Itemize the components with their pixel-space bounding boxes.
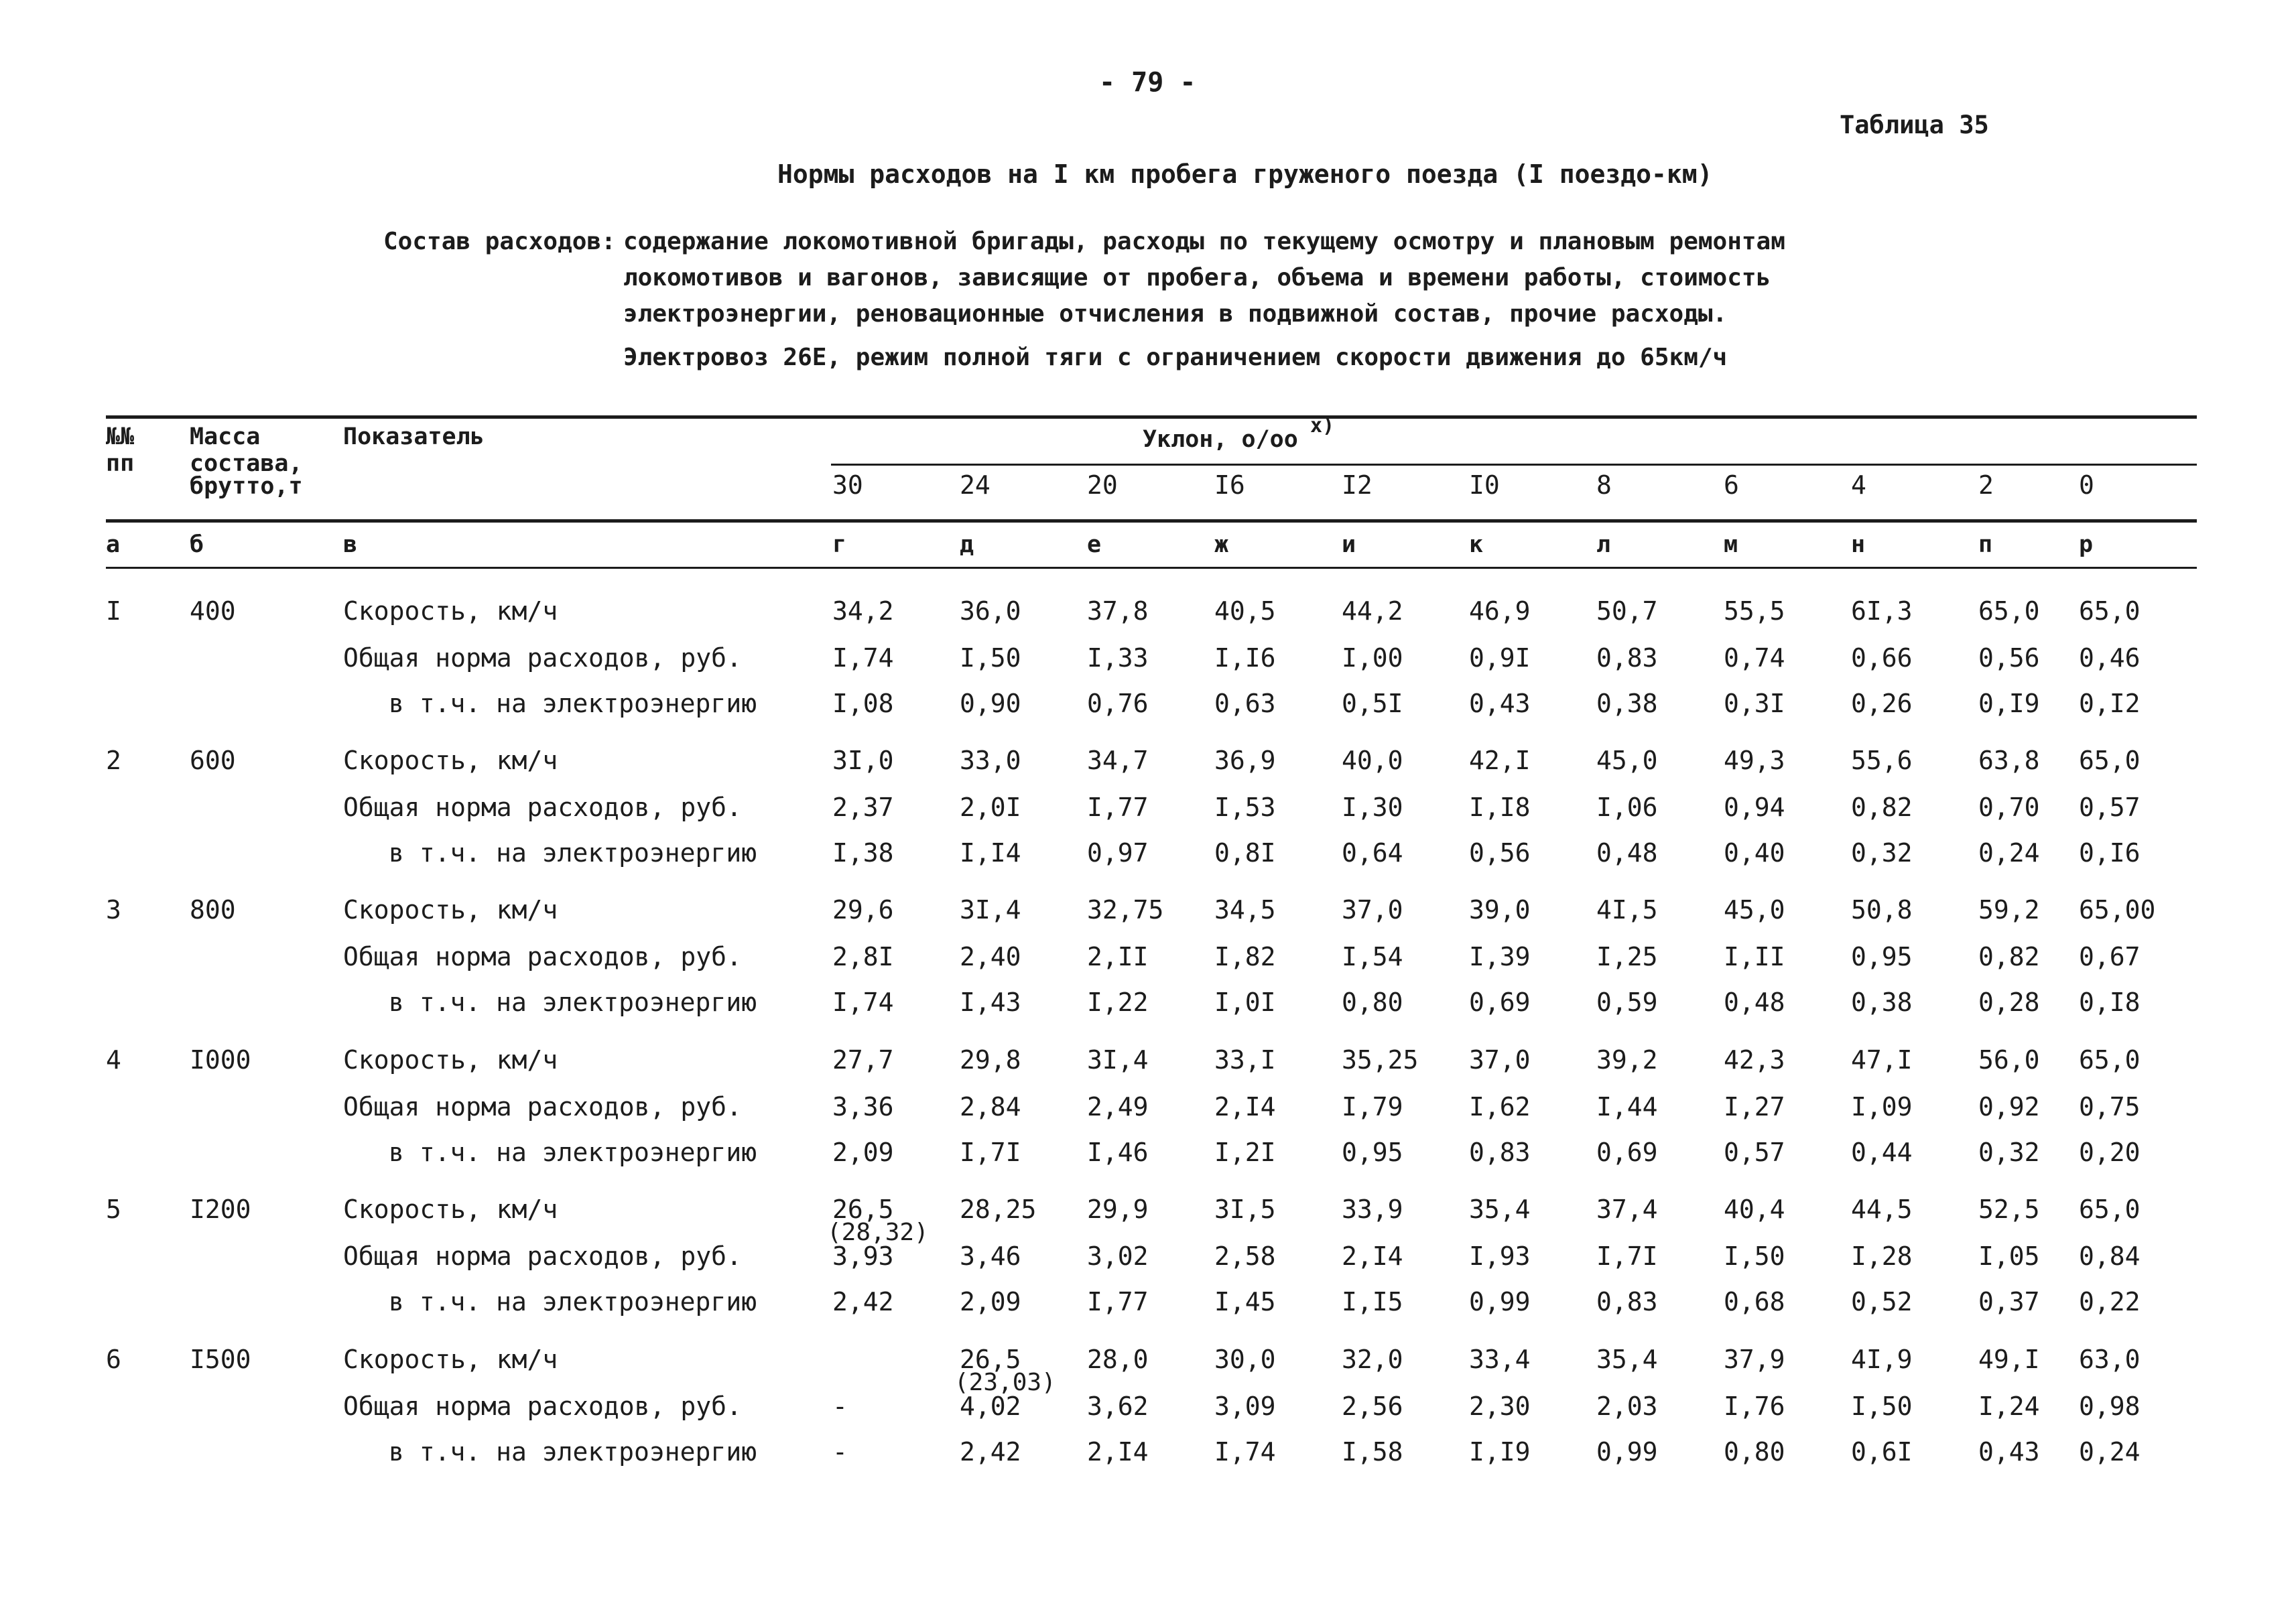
value-cell: 3I,4	[1087, 1045, 1149, 1075]
value-cell: 0,83	[1596, 643, 1658, 673]
column-letter: н	[1851, 531, 1866, 558]
value-cell: 36,9	[1214, 746, 1276, 775]
column-letter: а	[106, 531, 121, 558]
value-cell: 37,8	[1087, 596, 1149, 626]
slope-value: 30	[832, 470, 863, 500]
value-cell: 4I,5	[1596, 895, 1658, 925]
value-cell: 0,24	[2079, 1437, 2141, 1467]
cost-composition-label: Состав расходов:	[383, 228, 616, 255]
row-label: в т.ч. на электроэнергию	[389, 1138, 757, 1167]
value-cell: I,00	[1342, 643, 1403, 673]
value-cell: 0,22	[2079, 1287, 2141, 1316]
value-cell: 2,58	[1214, 1241, 1276, 1271]
value-cell: 0,38	[1851, 988, 1913, 1017]
group-mass: I200	[190, 1195, 251, 1224]
slope-value: 0	[2079, 470, 2094, 500]
value-cell: 0,92	[1978, 1092, 2040, 1122]
value-cell: I,79	[1342, 1092, 1403, 1122]
group-number: 3	[106, 895, 121, 925]
row-label: Скорость, км/ч	[343, 1195, 558, 1224]
value-cell: I,62	[1469, 1092, 1531, 1122]
row-label: Общая норма расходов, руб.	[343, 1392, 742, 1421]
value-cell: I,I5	[1342, 1287, 1403, 1316]
value-cell: 26,5	[960, 1345, 1021, 1374]
value-cell: 2,09	[960, 1287, 1021, 1316]
header-mass-line: Масса	[190, 423, 261, 450]
value-cell: 0,67	[2079, 942, 2141, 971]
value-cell: 0,32	[1851, 838, 1913, 868]
table-label: Таблица 35	[1840, 111, 1989, 139]
value-cell: 0,57	[2079, 793, 2141, 822]
value-cell: 50,8	[1851, 895, 1913, 925]
value-cell: 45,0	[1596, 746, 1658, 775]
value-cell: 55,6	[1851, 746, 1913, 775]
value-cell: 0,6I	[1851, 1437, 1913, 1467]
value-cell: I,06	[1596, 793, 1658, 822]
value-cell: 3I,4	[960, 895, 1021, 925]
value-cell: 2,8I	[832, 942, 894, 971]
value-cell: 0,70	[1978, 793, 2040, 822]
value-cell: I,05	[1978, 1241, 2040, 1271]
value-cell: 46,9	[1469, 596, 1531, 626]
row-label: в т.ч. на электроэнергию	[389, 838, 757, 868]
value-cell: 37,4	[1596, 1195, 1658, 1224]
column-letter: п	[1978, 531, 1993, 558]
value-cell: 56,0	[1978, 1045, 2040, 1075]
value-cell: 29,8	[960, 1045, 1021, 1075]
value-cell: I,39	[1469, 942, 1531, 971]
value-cell: 0,69	[1596, 1138, 1658, 1167]
value-cell: 37,9	[1724, 1345, 1785, 1374]
header-num-pp: пп	[106, 450, 135, 477]
value-cell: I,82	[1214, 942, 1276, 971]
value-cell: 0,97	[1087, 838, 1149, 868]
value-cell: I,46	[1087, 1138, 1149, 1167]
value-cell: 29,9	[1087, 1195, 1149, 1224]
value-cell: 42,I	[1469, 746, 1531, 775]
value-cell: 0,52	[1851, 1287, 1913, 1316]
value-cell: I,50	[1724, 1241, 1785, 1271]
row-label: в т.ч. на электроэнергию	[389, 988, 757, 1017]
value-cell: 65,0	[2079, 1045, 2141, 1075]
cost-composition-line: электроэнергии, реновационные отчисления в подвижной состав, прочие расходы.	[623, 300, 1728, 328]
value-cell: 26,5	[832, 1195, 894, 1224]
value-cell: 63,0	[2079, 1345, 2141, 1374]
value-cell: I,44	[1596, 1092, 1658, 1122]
value-cell: 36,0	[960, 596, 1021, 626]
row-label: в т.ч. на электроэнергию	[389, 689, 757, 718]
value-cell: 0,64	[1342, 838, 1403, 868]
value-cell: 0,44	[1851, 1138, 1913, 1167]
header-indicator: Показатель	[343, 423, 485, 450]
value-cell: 0,24	[1978, 838, 2040, 868]
value-cell: 0,37	[1978, 1287, 2040, 1316]
row-label: Общая норма расходов, руб.	[343, 643, 742, 673]
column-letter: д	[960, 531, 974, 558]
value-cell: 2,09	[832, 1138, 894, 1167]
value-cell: 0,I9	[1978, 689, 2040, 718]
value-cell: 0,69	[1469, 988, 1531, 1017]
value-cell: 52,5	[1978, 1195, 2040, 1224]
row-label: Скорость, км/ч	[343, 746, 558, 775]
value-cell: 2,84	[960, 1092, 1021, 1122]
group-mass: 800	[190, 895, 236, 925]
value-cell: 0,I8	[2079, 988, 2141, 1017]
row-label: Общая норма расходов, руб.	[343, 793, 742, 822]
group-mass: I000	[190, 1045, 251, 1075]
value-cell: I,27	[1724, 1092, 1785, 1122]
value-note: (28,32)	[827, 1219, 929, 1246]
value-cell: I,77	[1087, 793, 1149, 822]
header-mass-line: состава,	[190, 450, 303, 477]
value-cell: 0,20	[2079, 1138, 2141, 1167]
group-number: 6	[106, 1345, 121, 1374]
value-cell: 65,0	[1978, 596, 2040, 626]
value-cell: 3I,0	[832, 746, 894, 775]
row-label: Скорость, км/ч	[343, 895, 558, 925]
value-cell: I,0I	[1214, 988, 1276, 1017]
value-cell: 0,83	[1469, 1138, 1531, 1167]
column-letter: р	[2079, 531, 2094, 558]
value-cell: 2,42	[960, 1437, 1021, 1467]
group-number: 5	[106, 1195, 121, 1224]
value-cell: I,2I	[1214, 1138, 1276, 1167]
value-cell: I,I9	[1469, 1437, 1531, 1467]
value-cell: 2,0I	[960, 793, 1021, 822]
value-cell: I,54	[1342, 942, 1403, 971]
slope-value: 8	[1596, 470, 1612, 500]
value-cell: I,50	[1851, 1392, 1913, 1421]
value-cell: I,I4	[960, 838, 1021, 868]
value-cell: 2,I4	[1087, 1437, 1149, 1467]
value-cell: 0,95	[1342, 1138, 1403, 1167]
column-letter: к	[1469, 531, 1484, 558]
value-cell: 0,8I	[1214, 838, 1276, 868]
value-cell: 0,74	[1724, 643, 1785, 673]
value-cell: 2,40	[960, 942, 1021, 971]
value-cell: 0,68	[1724, 1287, 1785, 1316]
slope-value: I6	[1214, 470, 1245, 500]
column-letter: е	[1087, 531, 1102, 558]
group-mass: I500	[190, 1345, 251, 1374]
value-cell: 50,7	[1596, 596, 1658, 626]
value-cell: I,08	[832, 689, 894, 718]
value-cell: I,74	[832, 643, 894, 673]
value-cell: 0,43	[1469, 689, 1531, 718]
value-cell: 4,02	[960, 1392, 1021, 1421]
value-cell: I,33	[1087, 643, 1149, 673]
slope-value: 4	[1851, 470, 1866, 500]
value-cell: 40,0	[1342, 746, 1403, 775]
value-cell: 0,48	[1724, 988, 1785, 1017]
value-cell: 40,4	[1724, 1195, 1785, 1224]
value-cell: I,30	[1342, 793, 1403, 822]
value-cell: 0,57	[1724, 1138, 1785, 1167]
value-cell: 0,59	[1596, 988, 1658, 1017]
value-cell: 2,II	[1087, 942, 1149, 971]
value-cell: 2,30	[1469, 1392, 1531, 1421]
slope-header-rule	[831, 464, 2197, 466]
value-cell: 6I,3	[1851, 596, 1913, 626]
group-mass: 600	[190, 746, 236, 775]
value-cell: I,7I	[1596, 1241, 1658, 1271]
row-label: Скорость, км/ч	[343, 1345, 558, 1374]
value-cell: 2,56	[1342, 1392, 1403, 1421]
row-label: в т.ч. на электроэнергию	[389, 1437, 757, 1467]
value-cell: I,93	[1469, 1241, 1531, 1271]
value-cell: 0,90	[960, 689, 1021, 718]
value-cell: 49,3	[1724, 746, 1785, 775]
slope-value: I2	[1342, 470, 1373, 500]
column-letter: ж	[1214, 531, 1229, 558]
value-cell: 0,99	[1596, 1437, 1658, 1467]
cost-composition-line: локомотивов и вагонов, зависящие от пробега, объема и времени работы, стоимость	[623, 264, 1771, 291]
value-cell: 55,5	[1724, 596, 1785, 626]
value-cell: 3,02	[1087, 1241, 1149, 1271]
slope-value: 20	[1087, 470, 1118, 500]
value-cell: 35,25	[1342, 1045, 1419, 1075]
value-cell: 37,0	[1342, 895, 1403, 925]
value-cell: 0,I2	[2079, 689, 2141, 718]
value-cell: I,22	[1087, 988, 1149, 1017]
slope-value: 6	[1724, 470, 1739, 500]
value-cell: 2,42	[832, 1287, 894, 1316]
group-number: 4	[106, 1045, 121, 1075]
value-cell: 0,38	[1596, 689, 1658, 718]
value-cell: 0,I6	[2079, 838, 2141, 868]
column-letter: г	[832, 531, 847, 558]
value-cell: I,50	[960, 643, 1021, 673]
value-cell: 0,9I	[1469, 643, 1531, 673]
group-number: I	[106, 596, 121, 626]
value-cell: 4I,9	[1851, 1345, 1913, 1374]
value-cell: -	[832, 1437, 848, 1467]
value-cell: I,76	[1724, 1392, 1785, 1421]
value-cell: 0,56	[1469, 838, 1531, 868]
value-cell: 0,40	[1724, 838, 1785, 868]
value-cell: 3,46	[960, 1241, 1021, 1271]
cost-composition-line: содержание локомотивной бригады, расходы по текущему осмотру и плановым ремонтам	[623, 228, 1785, 255]
document-title: Нормы расходов на I км пробега груженого поезда (I поездо-км)	[777, 159, 1713, 189]
group-number: 2	[106, 746, 121, 775]
value-cell: 63,8	[1978, 746, 2040, 775]
value-cell: 34,5	[1214, 895, 1276, 925]
header-slope-footnote: x)	[1310, 414, 1335, 437]
value-cell: 0,80	[1342, 988, 1403, 1017]
value-cell: I,25	[1596, 942, 1658, 971]
value-cell: 28,25	[960, 1195, 1037, 1224]
value-cell: 0,83	[1596, 1287, 1658, 1316]
row-label: Скорость, км/ч	[343, 596, 558, 626]
value-cell: 29,6	[832, 895, 894, 925]
value-cell: I,38	[832, 838, 894, 868]
value-cell: 0,32	[1978, 1138, 2040, 1167]
value-cell: 0,46	[2079, 643, 2141, 673]
value-cell: 0,98	[2079, 1392, 2141, 1421]
value-cell: 0,94	[1724, 793, 1785, 822]
column-letter: б	[190, 531, 204, 558]
row-label: Скорость, км/ч	[343, 1045, 558, 1075]
value-cell: 3,09	[1214, 1392, 1276, 1421]
value-cell: I,I8	[1469, 793, 1531, 822]
value-cell: 32,0	[1342, 1345, 1403, 1374]
value-cell: 0,82	[1851, 793, 1913, 822]
column-letter: м	[1724, 531, 1738, 558]
value-cell: 30,0	[1214, 1345, 1276, 1374]
value-cell: 32,75	[1087, 895, 1164, 925]
value-cell: 39,2	[1596, 1045, 1658, 1075]
value-cell: 0,99	[1469, 1287, 1531, 1316]
value-cell: 65,00	[2079, 895, 2156, 925]
value-cell: 0,66	[1851, 643, 1913, 673]
value-cell: 0,63	[1214, 689, 1276, 718]
column-letter: л	[1596, 531, 1611, 558]
value-cell: 2,03	[1596, 1392, 1658, 1421]
value-cell: 0,80	[1724, 1437, 1785, 1467]
value-cell: I,7I	[960, 1138, 1021, 1167]
value-cell: 28,0	[1087, 1345, 1149, 1374]
value-cell: 3I,5	[1214, 1195, 1276, 1224]
value-cell: 0,75	[2079, 1092, 2141, 1122]
value-cell: 0,82	[1978, 942, 2040, 971]
header-slope: Уклон, о/оо	[1143, 426, 1298, 453]
value-cell: I,77	[1087, 1287, 1149, 1316]
letter-row-rule	[106, 567, 2197, 569]
value-cell: I,28	[1851, 1241, 1913, 1271]
value-cell: 35,4	[1469, 1195, 1531, 1224]
value-cell: 3,36	[832, 1092, 894, 1122]
value-cell: 33,9	[1342, 1195, 1403, 1224]
value-cell: 0,26	[1851, 689, 1913, 718]
value-cell: 0,84	[2079, 1241, 2141, 1271]
value-cell: 49,I	[1978, 1345, 2040, 1374]
value-cell: -	[832, 1392, 848, 1421]
slope-value: I0	[1469, 470, 1500, 500]
header-num: №№	[106, 423, 135, 450]
value-cell: 2,49	[1087, 1092, 1149, 1122]
value-cell: 0,3I	[1724, 689, 1785, 718]
value-cell: 35,4	[1596, 1345, 1658, 1374]
slope-value: 24	[960, 470, 991, 500]
value-cell: 0,56	[1978, 643, 2040, 673]
row-label: в т.ч. на электроэнергию	[389, 1287, 757, 1316]
column-letter: в	[343, 531, 358, 558]
value-cell: 0,48	[1596, 838, 1658, 868]
row-label: Общая норма расходов, руб.	[343, 1241, 742, 1271]
value-cell: 2,I4	[1214, 1092, 1276, 1122]
value-cell: I,53	[1214, 793, 1276, 822]
value-cell: 59,2	[1978, 895, 2040, 925]
slope-value: 2	[1978, 470, 1994, 500]
value-cell: 44,2	[1342, 596, 1403, 626]
value-cell: I,43	[960, 988, 1021, 1017]
value-cell: 65,0	[2079, 746, 2141, 775]
value-cell: 0,76	[1087, 689, 1149, 718]
value-cell: I,58	[1342, 1437, 1403, 1467]
header-mass-line: брутто,т	[190, 473, 303, 500]
value-cell: I,45	[1214, 1287, 1276, 1316]
value-cell: I,I6	[1214, 643, 1276, 673]
value-cell: 34,2	[832, 596, 894, 626]
value-cell: 33,0	[960, 746, 1021, 775]
value-cell: 45,0	[1724, 895, 1785, 925]
value-cell: 3,62	[1087, 1392, 1149, 1421]
value-cell: 0,5I	[1342, 689, 1403, 718]
value-cell: I,24	[1978, 1392, 2040, 1421]
value-cell: 27,7	[832, 1045, 894, 1075]
value-cell: I,74	[832, 988, 894, 1017]
value-cell: 40,5	[1214, 596, 1276, 626]
value-cell: I,II	[1724, 942, 1785, 971]
row-label: Общая норма расходов, руб.	[343, 1092, 742, 1122]
value-cell: 2,37	[832, 793, 894, 822]
table-top-rule	[106, 415, 2197, 419]
value-cell: 3,93	[832, 1241, 894, 1271]
value-cell: 39,0	[1469, 895, 1531, 925]
group-mass: 400	[190, 596, 236, 626]
value-cell: 0,43	[1978, 1437, 2040, 1467]
value-cell: I,09	[1851, 1092, 1913, 1122]
locomotive-regime: Электровоз 26Е, режим полной тяги с ограничением скорости движения до 65км/ч	[623, 344, 1728, 371]
value-cell: 42,3	[1724, 1045, 1785, 1075]
value-cell: 65,0	[2079, 1195, 2141, 1224]
value-cell: 0,95	[1851, 942, 1913, 971]
value-cell: 44,5	[1851, 1195, 1913, 1224]
value-cell: 65,0	[2079, 596, 2141, 626]
header-bottom-rule	[106, 519, 2197, 523]
column-letter: и	[1342, 531, 1356, 558]
value-cell: 0,28	[1978, 988, 2040, 1017]
value-cell: 34,7	[1087, 746, 1149, 775]
value-cell: 37,0	[1469, 1045, 1531, 1075]
value-cell: 33,I	[1214, 1045, 1276, 1075]
row-label: Общая норма расходов, руб.	[343, 942, 742, 971]
value-cell: 2,I4	[1342, 1241, 1403, 1271]
value-cell: 33,4	[1469, 1345, 1531, 1374]
value-note: (23,03)	[954, 1369, 1056, 1396]
page-number: - 79 -	[1099, 67, 1196, 98]
value-cell: 47,I	[1851, 1045, 1913, 1075]
value-cell: I,74	[1214, 1437, 1276, 1467]
